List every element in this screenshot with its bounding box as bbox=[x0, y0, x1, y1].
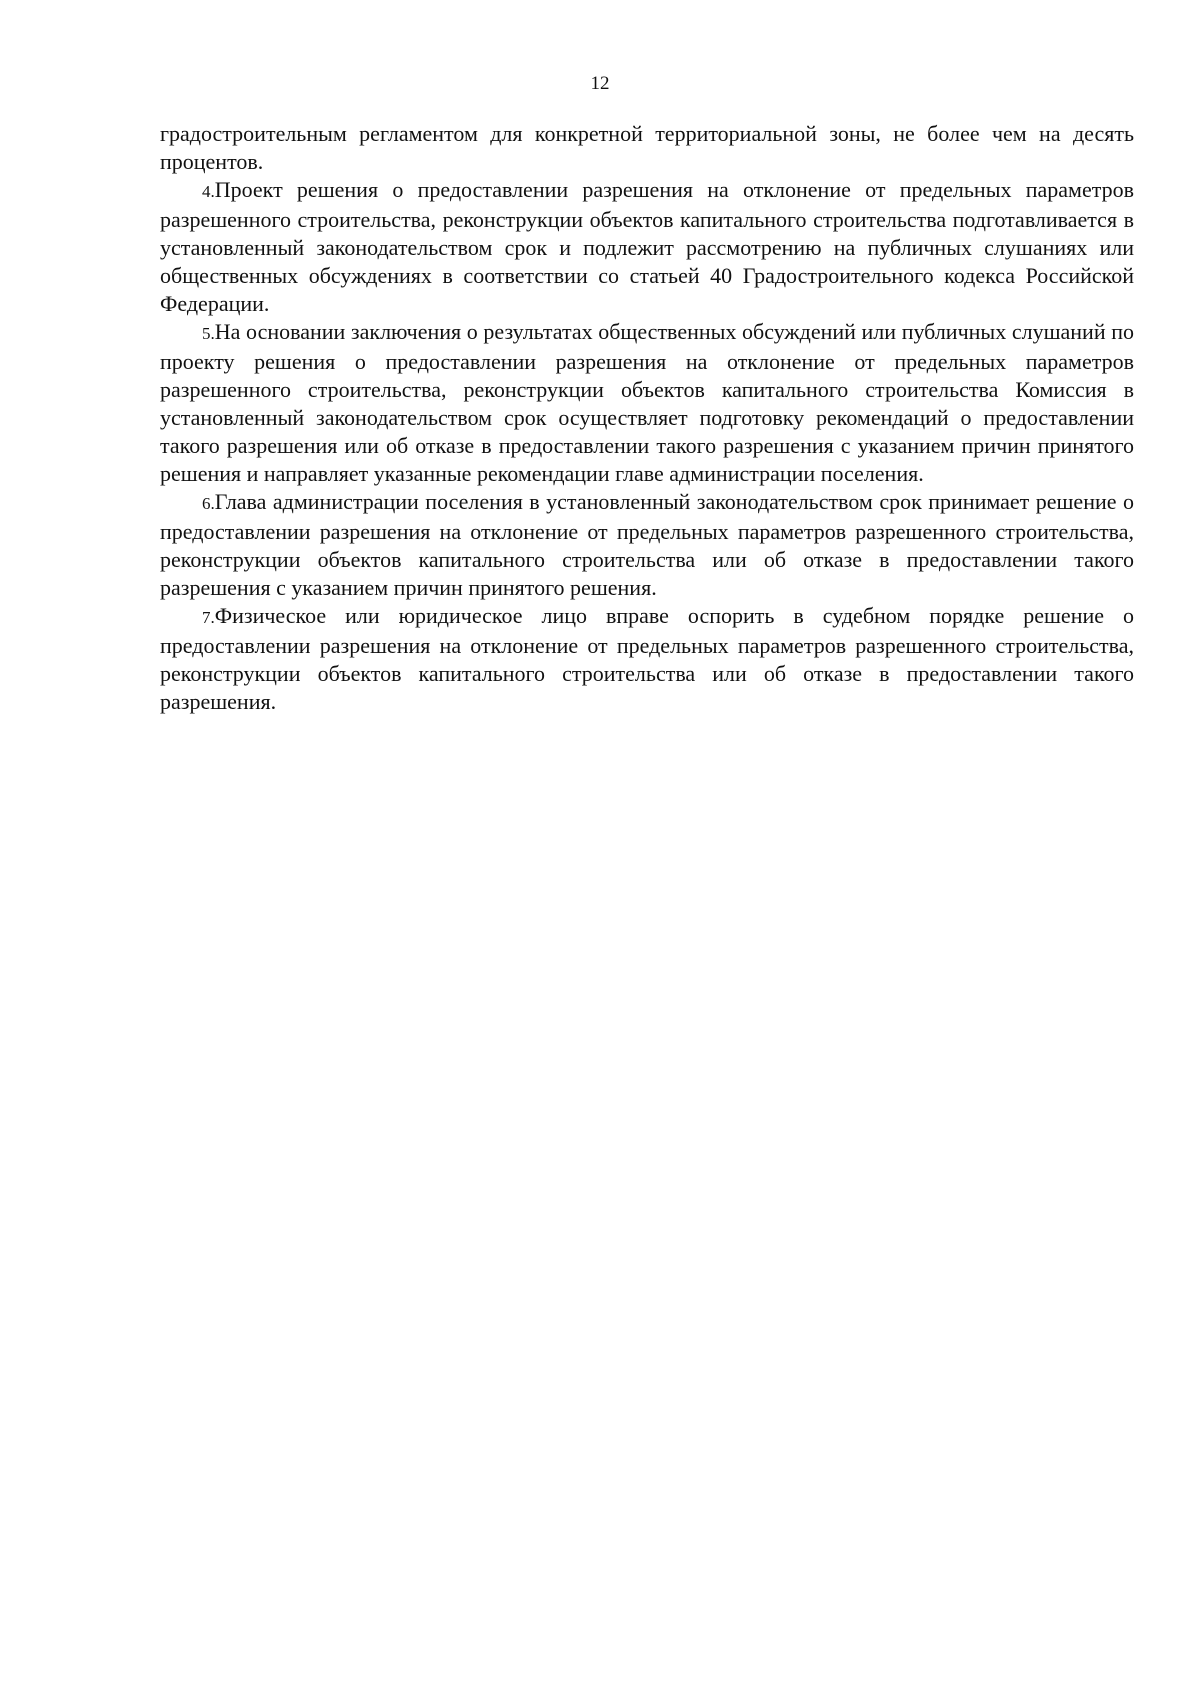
page-number: 12 bbox=[590, 73, 610, 94]
paragraph-text: Физическое или юридическое лицо вправе оспорить в судебном порядке решение о предоставлении разрешения на отклонение от предельных параметров разрешенного строительства, реконструкции объектов капитального строительства или об отказе в предоставлении такого разрешения. bbox=[160, 603, 1134, 714]
paragraph-6 bbox=[160, 488, 1134, 602]
paragraph-number: 6. bbox=[202, 494, 215, 513]
document-body bbox=[160, 120, 1134, 716]
paragraph-text: На основании заключения о результатах общественных обсуждений или публичных слушаний по проекту решения о предоставлении разрешения на отклонение от предельных параметров разрешенного строительства, реконструкции объектов капитального строительства Комиссия в установленный законодательством срок осуществляет подготовку рекомендаций о предоставлении такого разрешения или об отказе в предоставлении такого разрешения с указанием причин принятого решения и направляет указанные рекомендации главе администрации поселения. bbox=[160, 319, 1134, 486]
paragraph-text: Проект решения о предоставлении разрешения на отклонение от предельных параметров разрешенного строительства, реконструкции объектов капитального строительства подготавливается в установленный законодательством срок и подлежит рассмотрению на публичных слушаниях или общественных обсуждениях в соответствии со статьей 40 Градостроительного кодекса Российской Федерации. bbox=[160, 177, 1134, 316]
paragraph-number: 7. bbox=[202, 608, 215, 627]
paragraph-5 bbox=[160, 318, 1134, 488]
paragraph-text: градостроительным регламентом для конкретной территориальной зоны, не более чем на десять процентов. bbox=[160, 121, 1134, 174]
paragraph-continuation bbox=[160, 120, 1134, 176]
paragraph-number: 5. bbox=[202, 324, 215, 343]
paragraph-number: 4. bbox=[202, 182, 215, 201]
paragraph-text: Глава администрации поселения в установленный законодательством срок принимает решение о предоставлении разрешения на отклонение от предельных параметров разрешенного строительства, реконструкции объектов капитального строительства или об отказе в предоставлении такого разрешения с указанием причин принятого решения. bbox=[160, 489, 1134, 600]
paragraph-4 bbox=[160, 176, 1134, 318]
paragraph-7 bbox=[160, 602, 1134, 716]
